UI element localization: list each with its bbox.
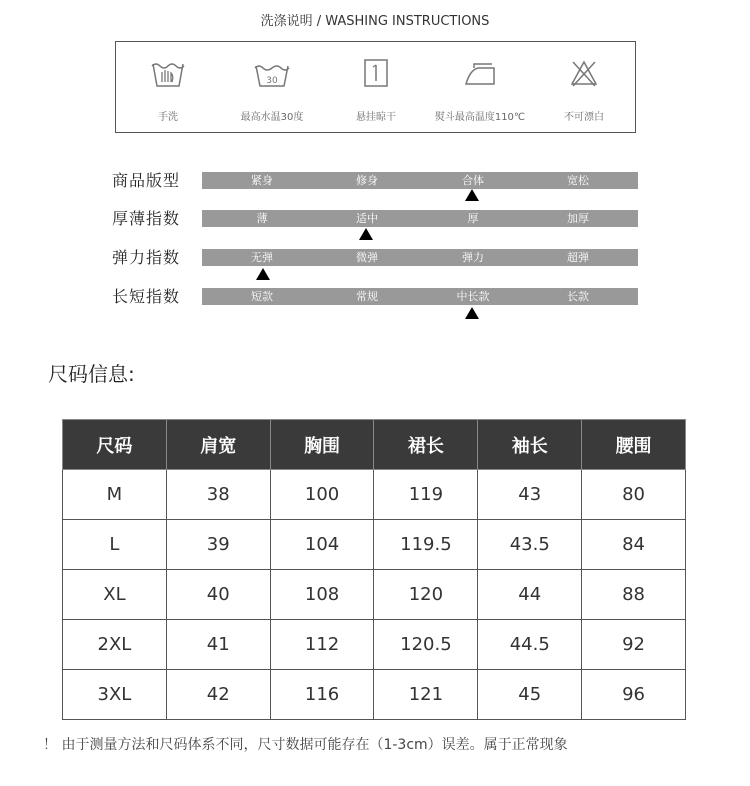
table-cell: 40 (166, 570, 270, 620)
header-bust: 胸围 (270, 420, 374, 470)
attr-option: 合体 (462, 174, 484, 187)
header-waist: 腰围 (582, 420, 686, 470)
care-item-water-temp (220, 56, 324, 123)
measurement-note: ！ 由于测量方法和尺码体系不同，尺寸数据可能存在（1-3cm）误差。属于正常现象 (43, 737, 568, 753)
attr-option: 薄 (256, 212, 268, 225)
table-cell: 3XL (63, 670, 167, 720)
care-label-iron: 熨斗最高温度110℃ (434, 112, 526, 123)
table-cell: 119 (374, 470, 478, 520)
washing-title: 洗涤说明 / WASHING INSTRUCTIONS (260, 14, 490, 29)
care-label-hand-wash: 手洗 (158, 112, 178, 123)
table-cell: 84 (582, 520, 686, 570)
header-size: 尺码 (63, 420, 167, 470)
attr-label-thickness: 厚薄指数 (112, 209, 181, 228)
attr-option: 超弹 (567, 251, 589, 264)
attr-bar-length (202, 288, 638, 305)
care-label-water-temp: 最高水温30度 (240, 112, 304, 123)
attr-label-elasticity: 弹力指数 (112, 248, 181, 267)
hand-wash-icon (148, 56, 188, 92)
header-sleeve-length: 袖长 (478, 420, 582, 470)
table-cell: 100 (270, 470, 374, 520)
attr-label-length: 长短指数 (112, 287, 181, 306)
table-cell: 39 (166, 520, 270, 570)
attr-option: 弹力 (462, 251, 484, 264)
attr-option: 无弹 (251, 251, 273, 264)
attr-option: 宽松 (567, 174, 589, 187)
selected-marker-icon (359, 228, 373, 240)
care-item-iron (428, 56, 532, 123)
table-cell: 116 (270, 670, 374, 720)
attr-option: 加厚 (567, 212, 589, 225)
attr-label-fit: 商品版型 (112, 171, 181, 190)
table-row (63, 570, 686, 620)
attr-option: 紧身 (251, 174, 273, 187)
table-cell: 119.5 (374, 520, 478, 570)
water-temp-30-icon (252, 56, 292, 92)
table-cell: 44 (478, 570, 582, 620)
attr-option: 短款 (251, 290, 273, 303)
attr-option: 常规 (356, 290, 378, 303)
table-header-row (63, 420, 686, 470)
no-bleach-icon (564, 56, 604, 92)
attr-option: 长款 (567, 290, 589, 303)
header-skirt-length: 裙长 (374, 420, 478, 470)
selected-marker-icon (256, 268, 270, 280)
table-cell: 120 (374, 570, 478, 620)
washing-instructions-box (115, 41, 636, 133)
care-item-hang-dry (324, 56, 428, 123)
table-cell: 96 (582, 670, 686, 720)
table-cell: 120.5 (374, 620, 478, 670)
table-cell: 88 (582, 570, 686, 620)
table-cell: 41 (166, 620, 270, 670)
table-cell: M (63, 470, 167, 520)
table-row (63, 670, 686, 720)
header-shoulder: 肩宽 (166, 420, 270, 470)
attr-option: 微弹 (356, 251, 378, 264)
attr-bar-elasticity (202, 249, 638, 266)
table-cell: 42 (166, 670, 270, 720)
table-cell: 2XL (63, 620, 167, 670)
hang-dry-icon (356, 56, 396, 92)
selected-marker-icon (465, 189, 479, 201)
care-item-no-bleach (532, 56, 636, 123)
table-cell: 112 (270, 620, 374, 670)
table-row (63, 470, 686, 520)
table-cell: 92 (582, 620, 686, 670)
care-item-hand-wash (116, 56, 220, 123)
table-cell: 104 (270, 520, 374, 570)
attr-bar-thickness (202, 210, 638, 227)
attr-option: 厚 (467, 212, 479, 225)
attr-option: 适中 (356, 212, 378, 225)
table-cell: 80 (582, 470, 686, 520)
table-cell: L (63, 520, 167, 570)
table-cell: 121 (374, 670, 478, 720)
water-temp-value: 30 (266, 76, 278, 86)
table-cell: 44.5 (478, 620, 582, 670)
table-row (63, 520, 686, 570)
table-row (63, 620, 686, 670)
care-label-hang-dry: 悬挂晾干 (356, 112, 396, 123)
attr-option: 中长款 (456, 290, 490, 303)
selected-marker-icon (465, 307, 479, 319)
attr-option: 修身 (356, 174, 378, 187)
attr-bar-fit (202, 172, 638, 189)
table-cell: 43.5 (478, 520, 582, 570)
size-table (62, 419, 686, 720)
care-label-no-bleach: 不可漂白 (564, 112, 604, 123)
table-cell: 108 (270, 570, 374, 620)
table-cell: 38 (166, 470, 270, 520)
table-cell: XL (63, 570, 167, 620)
size-info-title: 尺码信息: (48, 362, 135, 386)
table-cell: 45 (478, 670, 582, 720)
table-cell: 43 (478, 470, 582, 520)
iron-icon (460, 56, 500, 92)
